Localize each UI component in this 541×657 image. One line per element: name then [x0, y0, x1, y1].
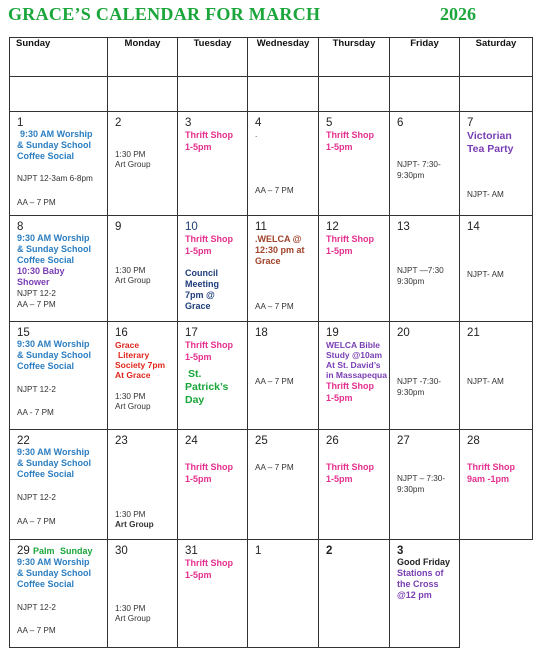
event-text: NJPT – 7:30-	[397, 474, 446, 483]
day-number: 2	[326, 545, 333, 557]
day-number: 20	[397, 327, 410, 339]
event-text: 9:30 AM Worship	[17, 447, 90, 457]
day-cell-mar-13	[390, 216, 460, 322]
day-cell-mar-22	[10, 430, 108, 540]
event-text: St.	[188, 368, 202, 380]
day-number: 8	[17, 221, 24, 233]
day-cell-mar-31	[178, 540, 248, 648]
event-text: Grace	[185, 301, 211, 311]
day-cell-apr-3	[390, 540, 460, 648]
day-cell-mar-15	[10, 322, 108, 430]
day-cell-mar-26	[319, 430, 390, 540]
event-text: At Grace	[115, 370, 151, 380]
event-text: 1-5pm	[185, 352, 212, 362]
event-text: 1-5pm	[185, 246, 212, 256]
event-text: NJPT 12-2	[17, 493, 56, 502]
event-text: Patrick’s	[185, 381, 229, 393]
event-text: Thrift Shop	[326, 462, 374, 472]
day-number: 23	[115, 435, 128, 447]
event-text: Thrift Shop	[467, 462, 515, 472]
week-row-5	[10, 540, 533, 648]
week-row-3	[10, 322, 533, 430]
calendar-title: GRACE’S CALENDAR FOR MARCH	[8, 4, 321, 24]
event-text: Art Group	[115, 520, 154, 529]
event-text: 1-5pm	[185, 570, 212, 580]
weekday-sunday: Sunday	[10, 38, 108, 77]
day-cell-mar-2	[108, 112, 178, 216]
event-text: Art Group	[115, 160, 151, 169]
event-text: Study @10am	[326, 350, 383, 360]
event-text: Thrift Shop	[326, 234, 374, 244]
day-cell-mar-14	[460, 216, 533, 322]
event-text: Art Group	[115, 402, 151, 411]
event-text: 9:30pm	[397, 171, 425, 180]
event-text: .	[255, 130, 258, 139]
event-text: Grace	[255, 256, 281, 266]
day-cell-mar-12	[319, 216, 390, 322]
day-number: 31	[185, 545, 198, 557]
event-text: Literary	[118, 350, 150, 360]
blank-cell	[319, 77, 390, 112]
day-number: 3	[185, 117, 192, 129]
day-cell-mar-6	[390, 112, 460, 216]
day-number: 2	[115, 117, 122, 129]
event-text: Stations of	[397, 568, 444, 578]
event-text: 9:30pm	[397, 485, 425, 494]
event-text: & Sunday School	[17, 140, 92, 150]
day-cell-mar-18	[248, 322, 319, 430]
day-cell-mar-4	[248, 112, 319, 216]
blank-cell	[390, 77, 460, 112]
event-text: 1-5pm	[185, 474, 212, 484]
blank-cell	[178, 77, 248, 112]
day-cell-mar-7	[460, 112, 533, 216]
empty-cell	[460, 540, 533, 648]
event-text: Coffee Social	[17, 361, 75, 371]
calendar-grid	[9, 37, 533, 648]
week-row-1	[10, 112, 533, 216]
day-number: 22	[17, 435, 30, 447]
event-text: NJPT 12-2	[17, 289, 56, 298]
event-text: 10:30 Baby	[17, 266, 65, 276]
week-row-4	[10, 430, 533, 540]
day-cell-mar-24	[178, 430, 248, 540]
day-number: 28	[467, 435, 480, 447]
event-text: NJPT 12-2	[17, 603, 56, 612]
blank-row	[10, 77, 533, 112]
event-text: Coffee Social	[17, 255, 75, 265]
event-text: Council	[185, 268, 218, 278]
event-text: Shower	[17, 277, 50, 287]
weekday-thursday: Thursday	[319, 38, 390, 77]
event-text: 9:30 AM Worship	[17, 339, 90, 349]
event-text: 1-5pm	[185, 142, 212, 152]
event-text: 1:30 PM	[115, 392, 146, 401]
day-cell-mar-29	[10, 540, 108, 648]
day-number: 6	[397, 117, 404, 129]
event-text: & Sunday School	[17, 458, 92, 468]
day-cell-mar-8	[10, 216, 108, 322]
event-text: Art Group	[115, 614, 151, 623]
day-number: 5	[326, 117, 333, 129]
event-text: Palm	[33, 546, 55, 556]
day-number: 7	[467, 117, 474, 129]
event-text: the Cross	[397, 579, 439, 589]
day-cell-mar-9	[108, 216, 178, 322]
day-cell-apr-1	[248, 540, 319, 648]
event-text: 9am -1pm	[467, 474, 510, 484]
event-text: AA – 7 PM	[17, 517, 56, 526]
event-text: Coffee Social	[17, 151, 75, 161]
day-cell-mar-11	[248, 216, 319, 322]
day-number: 21	[467, 327, 480, 339]
blank-cell	[108, 77, 178, 112]
event-text: NJPT 12-3am 6-8pm	[17, 174, 93, 183]
blank-cell	[248, 77, 319, 112]
day-cell-apr-2	[319, 540, 390, 648]
event-text: NJPT —7:30	[397, 266, 444, 275]
event-text: Art Group	[115, 276, 151, 285]
day-cell-mar-16	[108, 322, 178, 430]
day-number: 25	[255, 435, 268, 447]
weekday-header-row	[10, 38, 533, 77]
event-text: 9:30 AM Worship	[17, 557, 90, 567]
blank-cell	[10, 77, 108, 112]
event-text: NJPT- AM	[467, 377, 504, 386]
day-cell-mar-17	[178, 322, 248, 430]
day-cell-mar-19	[319, 322, 390, 430]
day-cell-mar-1	[10, 112, 108, 216]
day-number: 1	[17, 117, 24, 129]
event-text: in Massapequa	[326, 370, 387, 380]
weekday-wednesday: Wednesday	[248, 38, 319, 77]
event-text: Meeting	[185, 279, 220, 289]
event-text: 9:30pm	[397, 388, 425, 397]
event-text: Good Friday	[397, 557, 451, 567]
day-cell-mar-21	[460, 322, 533, 430]
day-number: 15	[17, 327, 30, 339]
day-number: 18	[255, 327, 268, 339]
day-cell-mar-5	[319, 112, 390, 216]
event-text: 1-5pm	[326, 246, 353, 256]
day-number: 10	[185, 221, 198, 233]
event-text: & Sunday School	[17, 568, 92, 578]
event-text: 1:30 PM	[115, 604, 146, 613]
event-text: Grace	[115, 340, 140, 350]
event-text: 9:30pm	[397, 277, 425, 286]
weekday-monday: Monday	[108, 38, 178, 77]
day-number: 1	[255, 545, 262, 557]
day-cell-mar-30	[108, 540, 178, 648]
event-text: 9:30 AM Worship	[17, 233, 90, 243]
event-text: & Sunday School	[17, 350, 92, 360]
day-number: 24	[185, 435, 198, 447]
event-text: NJPT 12-2	[17, 385, 56, 394]
day-number: 30	[115, 545, 128, 557]
calendar-year: 2026	[440, 4, 476, 24]
day-cell-mar-27	[390, 430, 460, 540]
day-number: 29	[17, 545, 30, 557]
event-text: WELCA Bible	[326, 340, 380, 350]
event-text: AA – 7 PM	[255, 377, 294, 386]
event-text: NJPT -7:30-	[397, 377, 441, 386]
event-text: Thrift Shop	[326, 381, 374, 391]
event-text: AA – 7 PM	[17, 300, 56, 309]
event-text: Thrift Shop	[185, 130, 233, 140]
day-cell-mar-20	[390, 322, 460, 430]
event-text: At St. David’s	[326, 360, 381, 370]
day-cell-mar-25	[248, 430, 319, 540]
event-text: AA – 7 PM	[255, 302, 294, 311]
event-text: 12:30 pm at	[255, 245, 305, 255]
event-text: Victorian	[467, 130, 512, 142]
event-text: AA – 7 PM	[17, 626, 56, 635]
day-cell-mar-10	[178, 216, 248, 322]
event-text: 7pm @	[185, 290, 215, 300]
event-text: 1:30 PM	[115, 266, 146, 275]
day-cell-mar-28	[460, 430, 533, 540]
event-text: & Sunday School	[17, 244, 92, 254]
weekday-saturday: Saturday	[460, 38, 533, 77]
day-number: 3	[397, 545, 404, 557]
weekday-friday: Friday	[390, 38, 460, 77]
event-text: Thrift Shop	[185, 234, 233, 244]
event-text: AA - 7 PM	[17, 408, 54, 417]
blank-cell	[460, 77, 533, 112]
event-text: Thrift Shop	[185, 462, 233, 472]
event-text: 1-5pm	[326, 474, 353, 484]
event-text: Day	[185, 394, 205, 406]
day-cell-mar-3	[178, 112, 248, 216]
day-number: 14	[467, 221, 480, 233]
event-text: @12 pm	[397, 590, 432, 600]
day-number: 13	[397, 221, 410, 233]
event-text: Thrift Shop	[185, 558, 233, 568]
weekday-tuesday: Tuesday	[178, 38, 248, 77]
event-text: Society 7pm	[115, 360, 166, 370]
day-number: 9	[115, 221, 122, 233]
event-text: NJPT- 7:30-	[397, 160, 441, 169]
event-text: Coffee Social	[17, 469, 75, 479]
event-text: AA – 7 PM	[255, 186, 294, 195]
day-number: 26	[326, 435, 339, 447]
event-text: Thrift Shop	[326, 130, 374, 140]
event-text: 9:30 AM Worship	[20, 129, 93, 139]
week-row-2	[10, 216, 533, 322]
day-number: 19	[326, 327, 339, 339]
day-number: 17	[185, 327, 198, 339]
event-text: Coffee Social	[17, 579, 75, 589]
event-text: NJPT- AM	[467, 190, 504, 199]
event-text: 1:30 PM	[115, 150, 146, 159]
day-cell-mar-23	[108, 430, 178, 540]
day-number: 27	[397, 435, 410, 447]
event-text: 1:30 PM	[115, 510, 146, 519]
event-text: NJPT- AM	[467, 270, 504, 279]
day-number: 11	[255, 221, 267, 233]
event-text: Sunday	[60, 546, 93, 556]
day-number: 12	[326, 221, 339, 233]
event-text: Thrift Shop	[185, 340, 233, 350]
day-number: 4	[255, 117, 262, 129]
event-text: .WELCA @	[255, 234, 302, 244]
event-text: Tea Party	[467, 143, 514, 155]
event-text: AA – 7 PM	[255, 463, 294, 472]
event-text: AA – 7 PM	[17, 198, 56, 207]
event-text: 1-5pm	[326, 142, 353, 152]
event-text: 1-5pm	[326, 393, 353, 403]
day-number: 16	[115, 327, 128, 339]
